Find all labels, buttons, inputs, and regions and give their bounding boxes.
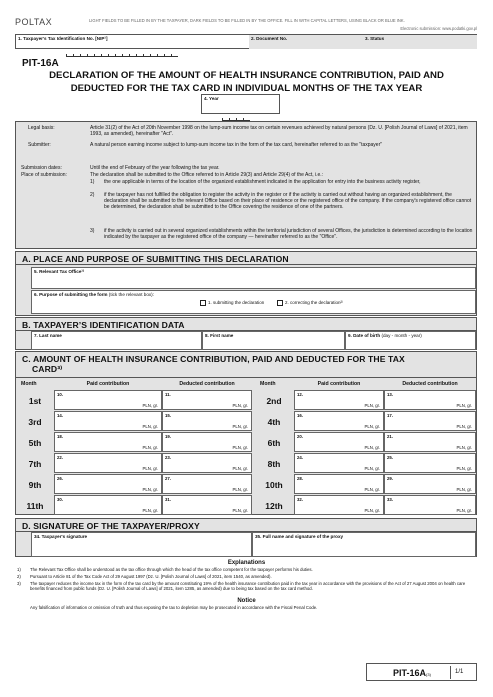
status-label: 3. Status bbox=[365, 36, 385, 41]
deducted-contribution-cell[interactable] bbox=[384, 432, 476, 452]
section-a-header: A. PLACE AND PURPOSE OF SUBMITTING THIS DECLARATION bbox=[15, 251, 477, 264]
currency-label: PLN, gr. bbox=[142, 508, 158, 513]
footer-separator bbox=[450, 666, 451, 679]
date-of-birth-label: 9. Date of birth (day - month - year) bbox=[348, 333, 422, 338]
purpose-label: 6. Purpose of submitting the form (tick the relevant box): bbox=[34, 292, 154, 297]
field-number: 25. bbox=[387, 455, 393, 460]
field-number: 32. bbox=[297, 497, 303, 502]
section-c-title-line2: CARD³⁾ bbox=[32, 364, 63, 374]
paid-contribution-cell[interactable] bbox=[294, 411, 384, 431]
place-item-1: 1) the one applicable in terms of the location of the organized establishment indicated in the application for entry into the business activity register, bbox=[90, 179, 421, 185]
proxy-signature-label: 35. Full name and signature of the proxy bbox=[255, 534, 344, 539]
month-label-right: 12th bbox=[265, 501, 283, 511]
section-d-body bbox=[15, 531, 477, 557]
section-b-body bbox=[15, 330, 477, 350]
month-label-left: 5th bbox=[28, 438, 42, 448]
currency-label: PLN, gr. bbox=[364, 445, 380, 450]
paid-contribution-cell[interactable] bbox=[54, 411, 162, 431]
field-number: 12. bbox=[297, 392, 303, 397]
deducted-contribution-cell[interactable] bbox=[162, 495, 252, 515]
col-deducted-right: Deducted contribution bbox=[402, 381, 458, 387]
nip-digit-boxes bbox=[66, 44, 178, 62]
status-field bbox=[363, 35, 477, 49]
deducted-contribution-cell[interactable] bbox=[162, 432, 252, 452]
deducted-contribution-cell[interactable] bbox=[384, 453, 476, 473]
currency-label: PLN, gr. bbox=[364, 487, 380, 492]
field-number: 26. bbox=[57, 476, 63, 481]
deducted-contribution-cell[interactable] bbox=[162, 474, 252, 494]
col-paid-right: Paid contribution bbox=[317, 381, 361, 387]
field-number: 14. bbox=[57, 413, 63, 418]
first-name-label: 8. First name bbox=[205, 333, 234, 338]
form-code: PIT-16A bbox=[22, 58, 59, 69]
submitter-label: Submitter: bbox=[28, 142, 51, 148]
tax-office-label: 5. Relevant Tax Office¹⁾ bbox=[34, 269, 85, 274]
field-number: 15. bbox=[165, 413, 171, 418]
footer-page-number: 1/1 bbox=[455, 669, 464, 675]
place-item-2: 2) if the taxpayer has not fulfilled the obligation to register the activity in the register or if the activity is carried out without having an organized establishment, the declaration shall be submitted to the relevant Office based on their place of residence or the registered office of the company. If the company's registered office cannot be determined, the declaration shall be submitted to the Office covering the residence of one of the partners. bbox=[90, 192, 472, 210]
month-label-left: 7th bbox=[28, 459, 42, 469]
section-c-header bbox=[15, 351, 477, 377]
deducted-contribution-cell[interactable] bbox=[384, 411, 476, 431]
document-no-label: 2. Document No. bbox=[251, 36, 288, 41]
place-item-3: 3) if the activity is carried out in several organized establishments within the territorial jurisdiction of several Offices, the jurisdiction is determined according to the location indicated by the taxpayer as the registered office of the company — hereinafter referred to as the "Office". bbox=[90, 228, 473, 240]
place-label: Place of submission: bbox=[21, 172, 67, 178]
paid-contribution-cell[interactable] bbox=[294, 453, 384, 473]
deducted-contribution-cell[interactable] bbox=[162, 411, 252, 431]
currency-label: PLN, gr. bbox=[232, 424, 248, 429]
contribution-table bbox=[15, 377, 477, 515]
paid-contribution-cell[interactable] bbox=[54, 495, 162, 515]
taxpayer-signature-label: 34. Taxpayer's signature bbox=[34, 534, 88, 539]
currency-label: PLN, gr. bbox=[232, 508, 248, 513]
field-number: 31. bbox=[165, 497, 171, 502]
checkbox-submitting[interactable] bbox=[200, 300, 206, 306]
legal-basis-text: Article 31(2) of the Act of 20th November 1998 on the lump-sum income tax on certain revenues achieved by natural persons (Dz. U. [Polish Journal of Laws] of 2021, item 1993, as amended), hereinafter "Act". bbox=[90, 125, 468, 137]
paid-contribution-cell[interactable] bbox=[54, 390, 162, 410]
field-number: 21. bbox=[387, 434, 393, 439]
section-c-title-line1: C. AMOUNT OF HEALTH INSURANCE CONTRIBUTION, PAID AND DEDUCTED FOR THE TAX bbox=[22, 354, 405, 364]
field-number: 33. bbox=[387, 497, 393, 502]
month-label-right: 6th bbox=[267, 438, 281, 448]
currency-label: PLN, gr. bbox=[232, 403, 248, 408]
form-title-line2: DEDUCTED FOR THE TAX CARD IN INDIVIDUAL MONTHS OF THE TAX YEAR bbox=[70, 83, 423, 94]
field-number: 28. bbox=[297, 476, 303, 481]
deducted-contribution-cell[interactable] bbox=[384, 495, 476, 515]
paid-contribution-cell[interactable] bbox=[54, 453, 162, 473]
field-number: 16. bbox=[297, 413, 303, 418]
document-no-field bbox=[249, 35, 364, 49]
field-number: 11. bbox=[165, 392, 171, 397]
esubmission-note: Electronic submission: www.podatki.gov.pl bbox=[400, 26, 477, 31]
tax-office-field[interactable] bbox=[31, 267, 476, 289]
month-label-left: 3rd bbox=[28, 417, 42, 427]
field-number: 19. bbox=[165, 434, 171, 439]
nip-field[interactable] bbox=[16, 35, 250, 49]
field-number: 13. bbox=[387, 392, 393, 397]
proxy-signature-field[interactable] bbox=[252, 532, 476, 557]
currency-label: PLN, gr. bbox=[142, 445, 158, 450]
year-field[interactable] bbox=[201, 94, 280, 114]
field-number: 29. bbox=[387, 476, 393, 481]
currency-label: PLN, gr. bbox=[456, 487, 472, 492]
form-title-line1: DECLARATION OF THE AMOUNT OF HEALTH INSURANCE CONTRIBUTION, PAID AND bbox=[49, 70, 444, 81]
paid-contribution-cell[interactable] bbox=[54, 474, 162, 494]
month-label-right: 4th bbox=[267, 417, 281, 427]
currency-label: PLN, gr. bbox=[232, 487, 248, 492]
explanations-title: Explanations bbox=[227, 560, 266, 566]
brand-logo: POLTAX bbox=[15, 17, 53, 27]
paid-contribution-cell[interactable] bbox=[54, 432, 162, 452]
section-d-header: D. SIGNATURE OF THE TAXPAYER/PROXY bbox=[15, 518, 477, 531]
currency-label: PLN, gr. bbox=[456, 424, 472, 429]
field-number: 24. bbox=[297, 455, 303, 460]
first-name-field[interactable] bbox=[202, 331, 345, 350]
notice-title: Notice bbox=[237, 598, 256, 604]
col-month-left: Month bbox=[21, 381, 37, 387]
footer-code-box bbox=[366, 663, 477, 681]
deducted-contribution-cell[interactable] bbox=[384, 474, 476, 494]
currency-label: PLN, gr. bbox=[364, 424, 380, 429]
place-text: The declaration shall be submitted to the Office referred to in Article 29(3) and Article 29(4) of the Act, i.e.: bbox=[90, 172, 324, 178]
option-submitting[interactable]: 1. submitting the declaration bbox=[200, 300, 270, 306]
option-correcting[interactable]: 2. correcting the declaration²⁾ bbox=[277, 300, 397, 306]
checkbox-correcting[interactable] bbox=[277, 300, 283, 306]
deducted-contribution-cell[interactable] bbox=[162, 453, 252, 473]
col-paid-left: Paid contribution bbox=[86, 381, 130, 387]
month-label-left: 1st bbox=[28, 396, 42, 406]
fill-instruction: LIGHT FIELDS TO BE FILLED IN BY THE TAXPAYER, DARK FIELDS TO BE FILLED IN BY THE OFFICE. FILL IN WITH CAPITAL LETTERS, USING BLACK OR BLUE INK. bbox=[89, 18, 405, 23]
currency-label: PLN, gr. bbox=[456, 466, 472, 471]
submission-dates-text: Until the end of February of the year following the tax year. bbox=[90, 165, 220, 171]
field-number: 20. bbox=[297, 434, 303, 439]
deducted-contribution-cell[interactable] bbox=[384, 390, 476, 410]
col-month-right: Month bbox=[260, 381, 276, 387]
explanation-1: 1) The Relevant Tax Office shall be understood as the tax office through which the head of the tax office competent for the taxpayer performs his duties. bbox=[17, 567, 313, 572]
field-number: 10. bbox=[57, 392, 63, 397]
submission-dates-label: Submission dates: bbox=[21, 165, 62, 171]
col-deducted-left: Deducted contribution bbox=[179, 381, 235, 387]
paid-contribution-cell[interactable] bbox=[294, 495, 384, 515]
month-label-right: 10th bbox=[265, 480, 283, 490]
field-number: 22. bbox=[57, 455, 63, 460]
month-label-left: 9th bbox=[28, 480, 42, 490]
explanation-2: 2) Pursuant to Article 81 of the Tax Code Act of 29 August 1997 (Dz. U. [Polish Journal of Laws] of 2021, item 1540, as amended). bbox=[17, 574, 272, 579]
month-label-left: 11th bbox=[26, 501, 44, 511]
section-a-body bbox=[15, 264, 477, 316]
month-label-right: 2nd bbox=[266, 396, 282, 406]
currency-label: PLN, gr. bbox=[364, 508, 380, 513]
field-number: 18. bbox=[57, 434, 63, 439]
currency-label: PLN, gr. bbox=[142, 403, 158, 408]
field-number: 30. bbox=[57, 497, 63, 502]
currency-label: PLN, gr. bbox=[142, 466, 158, 471]
paid-contribution-cell[interactable] bbox=[294, 432, 384, 452]
submitter-text: A natural person earning income subject to lump-sum income tax in the form of the tax card, hereinafter referred to as the "taxpayer" bbox=[90, 142, 383, 148]
section-b-header: B. TAXPAYER’S IDENTIFICATION DATA bbox=[15, 317, 477, 330]
currency-label: PLN, gr. bbox=[456, 445, 472, 450]
month-label-right: 8th bbox=[267, 459, 281, 469]
deducted-contribution-cell[interactable] bbox=[162, 390, 252, 410]
currency-label: PLN, gr. bbox=[232, 466, 248, 471]
year-label: 4. Year bbox=[204, 96, 219, 101]
last-name-label: 7. Last name bbox=[34, 333, 62, 338]
currency-label: PLN, gr. bbox=[232, 445, 248, 450]
nip-label: 1. Taxpayer's Tax Identification No. [NIP¹] bbox=[18, 36, 108, 41]
paid-contribution-cell[interactable] bbox=[294, 474, 384, 494]
info-block bbox=[15, 121, 477, 249]
taxpayer-signature-field[interactable] bbox=[31, 532, 252, 557]
field-number: 23. bbox=[165, 455, 171, 460]
explanation-3: 3) The taxpayer reduces the income tax in the form of the tax card by the amount constituting 19% of the health insurance contribution paid in the tax year in accordance with the provisions of the Act of 27 August 2004 on health care benefits financed from public funds (Dz. U. [Polish Journal of Laws] of 2021, item 1285, as amended) due to being tax based on the tax card method. bbox=[17, 581, 466, 592]
currency-label: PLN, gr. bbox=[364, 403, 380, 408]
legal-basis-label: Legal basis: bbox=[28, 125, 55, 131]
currency-label: PLN, gr. bbox=[456, 508, 472, 513]
currency-label: PLN, gr. bbox=[456, 403, 472, 408]
purpose-field bbox=[31, 290, 476, 314]
paid-contribution-cell[interactable] bbox=[294, 390, 384, 410]
currency-label: PLN, gr. bbox=[364, 466, 380, 471]
currency-label: PLN, gr. bbox=[142, 487, 158, 492]
last-name-field[interactable] bbox=[31, 331, 202, 350]
field-number: 17. bbox=[387, 413, 393, 418]
footer-form-code: PIT-16A(3) bbox=[393, 668, 431, 678]
field-number: 27. bbox=[165, 476, 171, 481]
date-of-birth-field[interactable] bbox=[345, 331, 476, 350]
top-fields-row bbox=[15, 34, 477, 49]
notice-text: Any falsification of information or omission of truth and thus exposing the tax to depletion may be prosecuted in accordance with the Fiscal Penal Code. bbox=[30, 605, 318, 610]
currency-label: PLN, gr. bbox=[142, 424, 158, 429]
